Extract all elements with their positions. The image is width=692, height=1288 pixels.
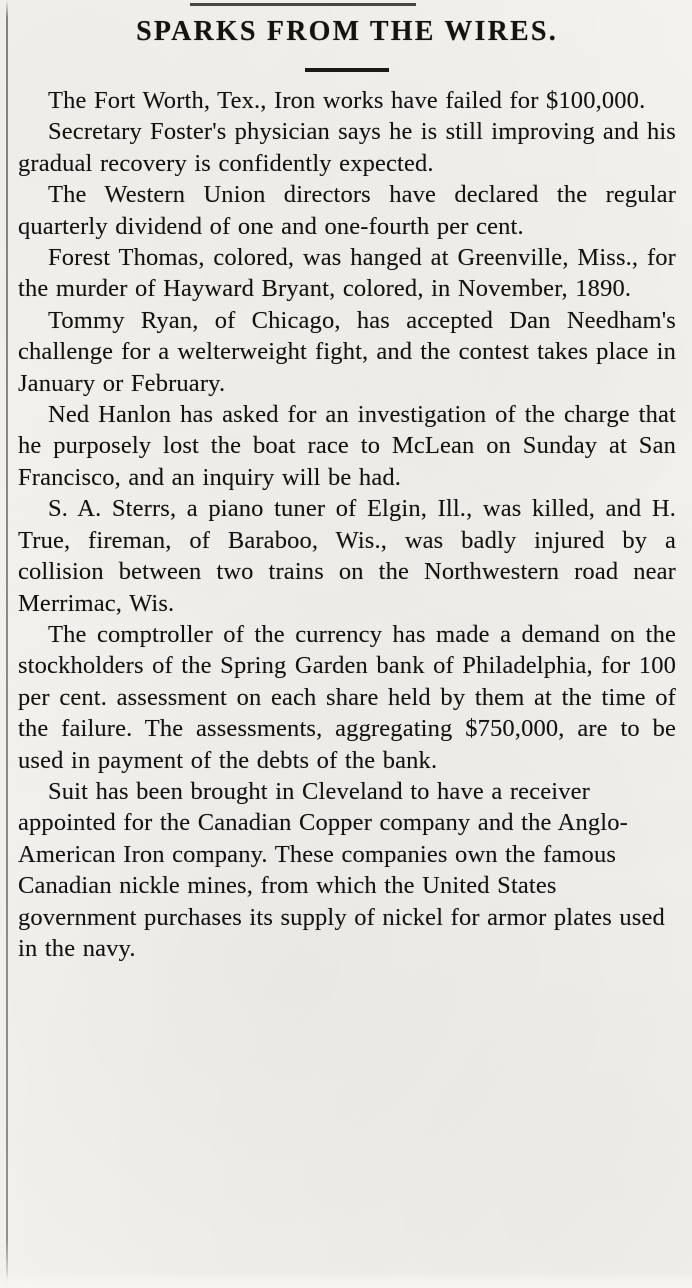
- paragraph: Secretary Foster's physician says he is still improving and his gradual recovery is confidently expected.: [18, 118, 676, 177]
- page-title: SPARKS FROM THE WIRES.: [136, 16, 558, 47]
- paragraph: Suit has been brought in Cleveland to have a receiver appointed for the Canadian Copper company and the Anglo-American Iron company. These companies own the famous Canadian nickle mines, from which the United States government purchases its supply of nickel for armor plates used in the navy.: [18, 777, 665, 962]
- article-body: [16, 85, 678, 964]
- top-rule-fragment: [190, 3, 416, 6]
- paragraph: The comptroller of the currency has made a demand on the stockholders of the Spring Garden bank of Philadelphia, for 100 per cent. assessment on each share held by them at the time of the failure. The assessments, aggregating $750,000, are to be used in payment of the debts of the bank.: [18, 620, 676, 774]
- column-edge-rule: [6, 0, 8, 1288]
- paragraph: The Fort Worth, Tex., Iron works have failed for $100,000.: [48, 87, 646, 114]
- paragraph: S. A. Sterrs, a piano tuner of Elgin, Ill., was killed, and H. True, fireman, of Baraboo, Wis., was badly injured by a collision between two trains on the Northwestern road near Merrimac, Wis.: [18, 495, 676, 617]
- paragraph: Tommy Ryan, of Chicago, has accepted Dan Needham's challenge for a welterweight fight, and the contest takes place in January or February.: [18, 306, 676, 397]
- divider-bar: [305, 68, 389, 72]
- paragraph: Forest Thomas, colored, was hanged at Greenville, Miss., for the murder of Hayward Bryant, colored, in November, 1890.: [18, 244, 676, 303]
- page-bottom-fade: [0, 1272, 692, 1288]
- headline-divider: [16, 59, 678, 77]
- paragraph: Ned Hanlon has asked for an investigation of the charge that he purposely lost the boat race to McLean on Sunday at San Francisco, and an inquiry will be had.: [18, 401, 676, 491]
- paragraph: The Western Union directors have declared the regular quarterly dividend of one and one-fourth per cent.: [18, 181, 676, 240]
